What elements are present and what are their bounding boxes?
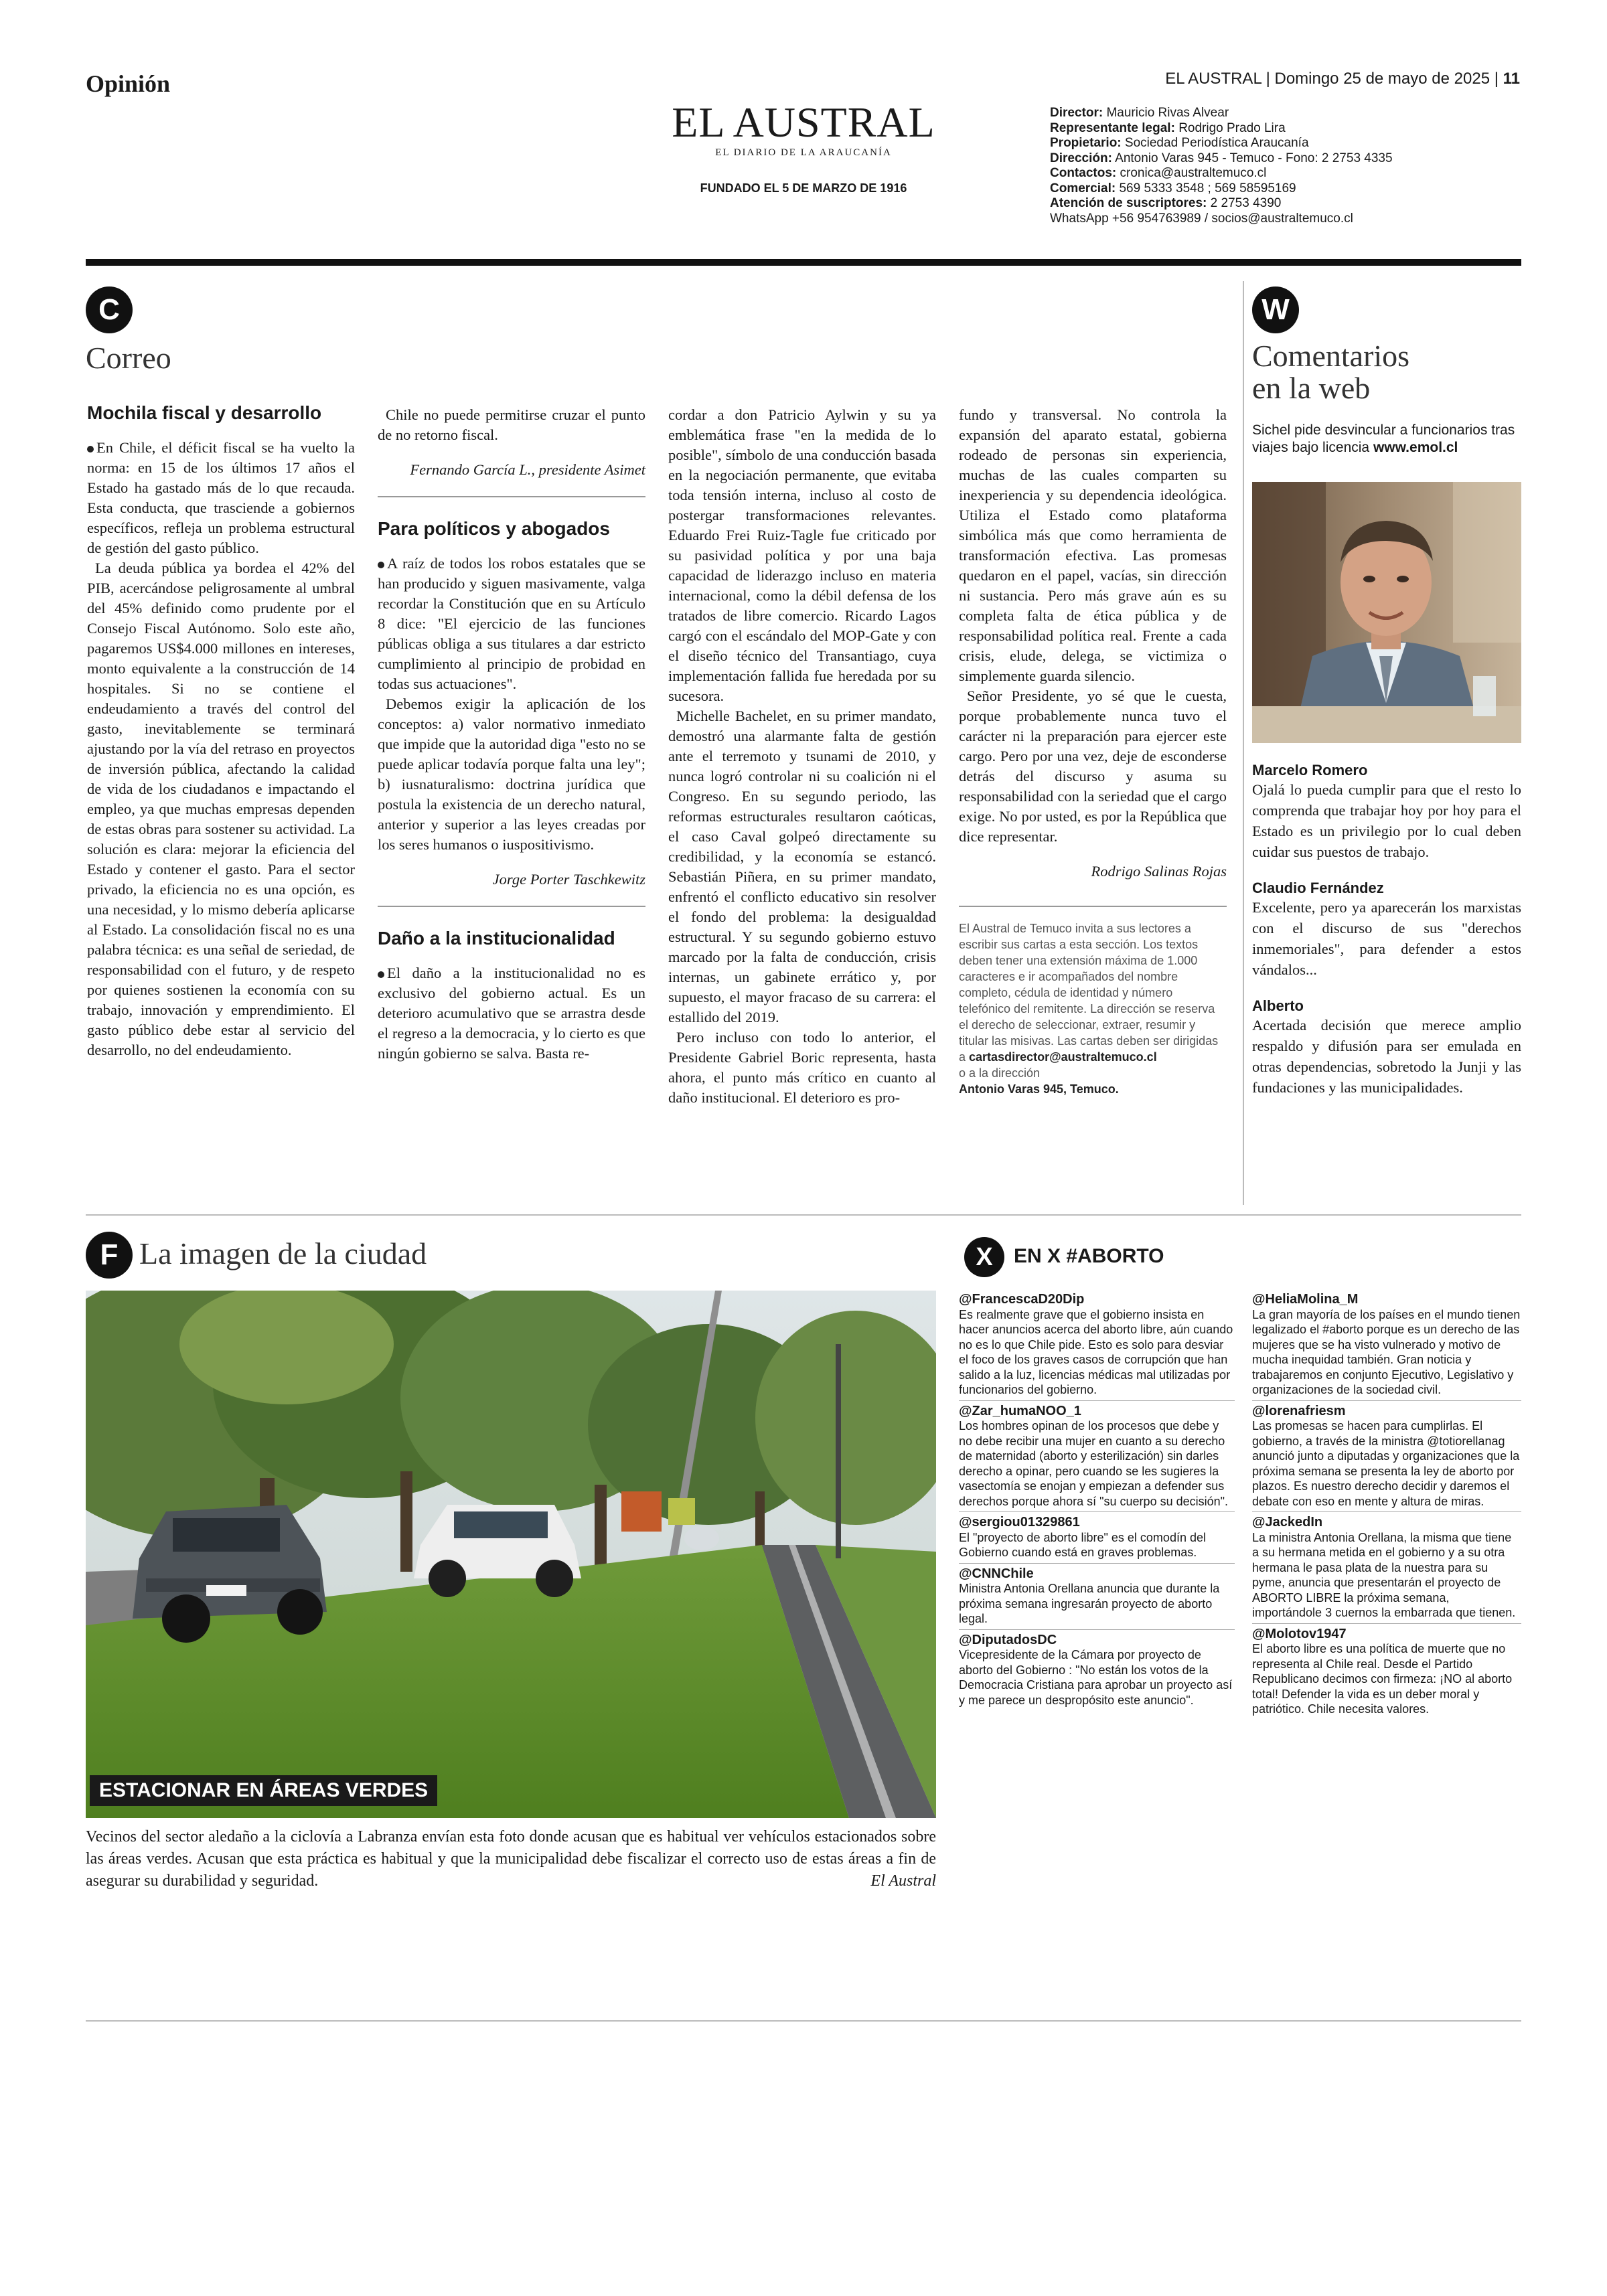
parked-cars-on-grass-photo xyxy=(86,1291,936,1818)
info-value: Antonio Varas 945 - Temuco - Fono: 2 2753 4335 xyxy=(1115,151,1393,165)
x-separator xyxy=(959,1511,1235,1512)
info-value: WhatsApp +56 954763989 / socios@australtemuco.cl xyxy=(1050,211,1353,226)
x-separator xyxy=(959,1563,1235,1564)
invite-text: El Austral de Temuco invita a sus lectores a escribir sus cartas a esta sección. Los textos deben tener una extensión máxima de 1.000 caracteres e ir acompañados del nombre completo, cédula de identidad y número telefónico del remitente. La dirección se reserva el derecho de seleccionar, extraer, resumir y titular las misivas. Las cartas deben ser dirigidas a xyxy=(959,922,1219,1064)
masthead-founded: FUNDADO EL 5 DE MARZO DE 1916 xyxy=(700,181,907,195)
comment xyxy=(1252,880,1521,980)
x-handle[interactable]: @HeliaMolina_M xyxy=(1252,1292,1359,1307)
x-separator xyxy=(1252,1623,1521,1624)
column-divider xyxy=(1243,281,1244,1205)
invite-email[interactable]: cartasdirector@australtemuco.cl xyxy=(969,1050,1157,1064)
comment-author: Claudio Fernández xyxy=(1252,880,1384,896)
x-post xyxy=(959,1566,1235,1627)
x-post xyxy=(959,1633,1235,1708)
info-row xyxy=(1050,121,1532,137)
x-post xyxy=(959,1292,1235,1398)
letter-paragraph: La deuda pública ya bordea el 42% del PIB, acercándose peligrosamente al umbral del 45% definido como prudente por el Consejo Fiscal Autónomo. Solo este año, pagaremos US$4.000 millones en intereses, monto equivalente a la construcción de 14 hospitales. Si no se contiene el endeudamiento a través del control del gasto, inevitablemente se terminará ajustando por la vía del retraso en proyectos de inversión pública, afectando la calidad de vida de los ciudadanos e impactando el empleo, ya que muchas empresas dependen de estas obras para sostener su actividad. La solución es clara: mejorar la eficiencia del Estado y contener el gasto. Para el sector privado, la eficiencia no es una opción, es una necesidad, y lo mismo debería aplicarse al Estado. La consolidación fiscal no es una palabra técnica: es una señal de seriedad, de responsabilidad con el futuro, y de respeto por quienes sostienen la economía con su trabajo, innovación y emprendimiento. El gasto público debe estar al servicio del desarrollo, no del endeudamiento. xyxy=(87,560,355,1058)
section-label: Opinión xyxy=(86,70,171,97)
x-text: Las promesas se hacen para cumplirlas. El gobierno, a través de la ministra @totiorellanag anunció junto a diputadas y organizaciones que la próxima semana se presenta la ley de aborto por plazos. Es nuestro derecho decidir y daremos el debate con eso en mente y altura de miras. xyxy=(1252,1419,1520,1508)
info-row xyxy=(1050,166,1532,181)
letter-paragraph: Pero incluso con todo lo anterior, el Presidente Gabriel Boric representa, hasta ahora, el punto más crítico en cuanto al daño institucional. El deterioro es pro- xyxy=(668,1029,936,1106)
city-badge: F xyxy=(86,1232,133,1279)
letter-paragraph xyxy=(378,554,645,694)
letter-paragraph: Debemos exigir la aplicación de los conceptos: a) valor normativo inmediato que impide que la autoridad diga "esto no se puede aplicar todavía porque falta una ley"; b) iusnaturalismo: doctrina jurídica que postula la existencia de un derecho natural, anterior y superior a las leyes creadas por los seres humanos o iuspositivismo. xyxy=(378,695,645,853)
x-text: La ministra Antonia Orellana, la misma que tiene a su hermana metida en el gobierno y a su otra hermana le pasa plata de la nuestra para su pyme, anuncia que presentarán el proyecto de ABORTO LIBRE la próxima semana, importándole 3 cuernos la embarrada que tienen. xyxy=(1252,1530,1516,1619)
x-handle[interactable]: @sergiou01329861 xyxy=(959,1515,1080,1530)
x-text: La gran mayoría de los países en el mundo tienen legalizado el #aborto porque es un derecho de las mujeres que se ha visto vulnerado y motivo de mucha inequidad también. Gran noticia y trabajaremos en conjunto Ejecutivo, Legislativo y organizaciones de la sociedad civil. xyxy=(1252,1307,1521,1396)
info-row xyxy=(1050,106,1532,121)
x-handle[interactable]: @FrancescaD20Dip xyxy=(959,1292,1085,1307)
x-text: El aborto libre es una política de muerte que no representa al Chile real. Desde el Partido Republicano decimos con firmeza: ¡NO al aborto total! Defender la vida es un deber moral y patriótico. Chile necesita valores. xyxy=(1252,1642,1513,1716)
web-title xyxy=(1252,340,1409,404)
info-label: Director: xyxy=(1050,106,1103,120)
dateline xyxy=(1165,70,1520,88)
web-comments xyxy=(1252,762,1521,1098)
comment-author: Marcelo Romero xyxy=(1252,762,1368,778)
x-text: Ministra Antonia Orellana anuncia que durante la próxima semana ingresarán proyecto de aborto legal. xyxy=(959,1582,1220,1625)
x-text: Los hombres opinan de los procesos que debe y no debe recibir una mujer en cuanto a su derecho de maternidad (aborto y esterilización) sin darles derecho a opinar, pero cuando se les sugieres la vasectomía se enojan y empiezan a defender sus derechos porque ahora sí "su cuerpo su decisión". xyxy=(959,1419,1229,1508)
x-handle[interactable]: @Zar_humaNOO_1 xyxy=(959,1403,1081,1418)
comment xyxy=(1252,997,1521,1098)
x-post xyxy=(1252,1292,1521,1398)
info-label: Representante legal: xyxy=(1050,120,1175,135)
city-title: La imagen de la ciudad xyxy=(139,1236,427,1270)
bullet-icon xyxy=(87,446,94,453)
letter-title: Daño a la institucionalidad xyxy=(378,928,615,949)
invite-box xyxy=(959,920,1227,1097)
masthead-tagline: EL DIARIO DE LA ARAUCANÍA xyxy=(715,147,892,158)
info-value: cronica@australtemuco.cl xyxy=(1120,166,1267,180)
letter-signature: Rodrigo Salinas Rojas xyxy=(1091,863,1227,880)
x-separator xyxy=(959,1400,1235,1401)
letter-signature: Fernando García L., presidente Asimet xyxy=(410,461,645,478)
info-label: Dirección: xyxy=(1050,151,1112,165)
x-column-2 xyxy=(1252,1292,1521,1720)
x-post xyxy=(959,1404,1235,1509)
comment-author: Alberto xyxy=(1252,997,1304,1014)
web-lede-site[interactable]: www.emol.cl xyxy=(1373,440,1458,455)
x-handle[interactable]: @lorenafriesm xyxy=(1252,1403,1346,1418)
info-value: Rodrigo Prado Lira xyxy=(1178,120,1286,135)
x-text: El "proyecto de aborto libre" es el comodín del Gobierno cuando está en graves problemas. xyxy=(959,1530,1206,1559)
info-value: 569 5333 3548 ; 569 58595169 xyxy=(1119,181,1296,195)
letters-column-2 xyxy=(378,405,645,1064)
masthead xyxy=(670,100,937,195)
x-handle[interactable]: @CNNChile xyxy=(959,1566,1034,1581)
letters-column-3 xyxy=(668,405,936,1108)
letter-paragraph xyxy=(87,438,355,558)
masthead-name: EL AUSTRAL xyxy=(672,98,935,146)
masthead-info xyxy=(1050,106,1532,226)
city-photo-label: ESTACIONAR EN ÁREAS VERDES xyxy=(90,1775,437,1806)
letter-paragraph: Chile no puede permitirse cruzar el punto de no retorno fiscal. xyxy=(378,406,645,443)
web-lede-text: Sichel pide desvincular a funcionarios tras viajes bajo licencia xyxy=(1252,422,1515,455)
web-title-line: en la web xyxy=(1252,371,1371,405)
web-lede xyxy=(1252,422,1521,457)
letter-paragraph: Señor Presidente, yo sé que le cuesta, porque probablemente nunca tuvo el carácter ni la preparación para ejercer este cargo. Pero por una vez, deje de esconderse detrás del discurso y asuma su responsabilidad con la seriedad que el cargo exige. No por usted, es por la República que dice representar. xyxy=(959,687,1227,845)
letter-divider xyxy=(378,906,645,907)
page-number: 11 xyxy=(1503,70,1520,88)
x-post xyxy=(1252,1404,1521,1509)
x-handle[interactable]: @JackedIn xyxy=(1252,1515,1323,1530)
web-badge: W xyxy=(1252,286,1299,333)
x-separator xyxy=(1252,1400,1521,1401)
dateline-paper: EL AUSTRAL xyxy=(1165,70,1261,88)
x-title: EN X #ABORTO xyxy=(1014,1245,1164,1267)
dateline-sep2: | xyxy=(1494,70,1503,88)
letter-divider xyxy=(378,496,645,497)
info-value: Mauricio Rivas Alvear xyxy=(1106,106,1229,120)
letter-text: A raíz de todos los robos estatales que se han producido y siguen masivamente, valga recordar la Constitución que en su Artículo 8 dice: "El ejercicio de las funciones públicas obliga a sus titulares a dar estricto cumplimiento al principio de probidad en todas sus actuaciones". xyxy=(378,555,645,692)
x-post xyxy=(1252,1515,1521,1621)
correo-badge: C xyxy=(86,286,133,333)
info-row xyxy=(1050,151,1532,167)
x-column-1 xyxy=(959,1292,1235,1710)
x-text: Es realmente grave que el gobierno insista en hacer anuncios acerca del aborto libre, aún cuando no es lo que Chile pide. Esto es solo para desviar el foco de los graves casos de corrupción que han salido a la luz, licencias médicas mal utilizadas por funcionarios del gobierno. xyxy=(959,1307,1233,1396)
invite-address: Antonio Varas 945, Temuco. xyxy=(959,1082,1119,1096)
letter-paragraph: cordar a don Patricio Aylwin y su ya emblemática frase "en la medida de lo posible", símbolo de una conducción basada en la negociación permanente, que evitaba toda tensión interna, incluso al costo de postergar transformaciones relevantes. Eduardo Frei Ruiz-Tagle fue criticado por su pasividad política y por una baja capacidad de liderazgo incluso en materia internacional, como la débil defensa de los tratados de libre comercio. Ricardo Lagos cargó con el escándalo del MOP-Gate y con el diseño técnico del Transantiago, cuya implementación fallida fue heredada por su sucesora. xyxy=(668,406,936,704)
comment-text: Acertada decisión que merece amplio respaldo y difusión para ser emulada en otras dependencias, sobretodo la Junji y las fundaciones y las municipalidades. xyxy=(1252,1017,1521,1096)
web-photo xyxy=(1252,482,1521,743)
header-rule xyxy=(86,259,1521,266)
x-badge: X xyxy=(964,1237,1004,1277)
x-post xyxy=(959,1515,1235,1560)
info-label: Contactos: xyxy=(1050,166,1117,180)
letter-text: El daño a la institucionalidad no es exclusivo del gobierno actual. Es un deterioro acumulativo que se arrastra desde el regreso a la democracia, y lo cierto es que ningún gobierno se salva. Basta re- xyxy=(378,965,645,1062)
bullet-icon xyxy=(378,971,384,978)
x-handle[interactable]: @DiputadosDC xyxy=(959,1632,1057,1647)
web-title-line: Comentarios xyxy=(1252,339,1410,373)
x-post xyxy=(1252,1627,1521,1717)
info-label: Comercial: xyxy=(1050,181,1116,195)
city-credit: El Austral xyxy=(870,1872,936,1890)
info-value: Sociedad Periodística Araucanía xyxy=(1124,136,1309,150)
dateline-date: Domingo 25 de mayo de 2025 xyxy=(1274,70,1490,88)
x-handle[interactable]: @Molotov1947 xyxy=(1252,1626,1347,1641)
invite-or: o a la dirección xyxy=(959,1066,1041,1080)
man-portrait-photo xyxy=(1252,482,1521,743)
city-photo xyxy=(86,1291,936,1818)
city-caption-text: Vecinos del sector aledaño a la ciclovía a Labranza envían esta foto donde acusan que es habitual ver vehículos estacionados sobre las áreas verdes. Acusan que esta práctica es habitual y que la municipalidad debe fiscalizar el correcto uso de estas áreas a fin de asegurar su durabilidad y seguridad. xyxy=(86,1828,936,1890)
letters-column-4 xyxy=(959,405,1227,1097)
bottom-rule xyxy=(86,2020,1521,2022)
info-label: Propietario: xyxy=(1050,136,1122,150)
x-separator xyxy=(1252,1511,1521,1512)
letter-text: En Chile, el déficit fiscal se ha vuelto la norma: en 15 de los últimos 17 años el Estado ha gastado más de lo que recauda. Esta conducta, que trasciende a gobiernos específicos, refleja un problema estructural de gestión del gasto público. xyxy=(87,439,355,556)
comment-text: Ojalá lo pueda cumplir para que el resto lo comprenda que trabajar hoy por hoy para el Estado es un privilegio por lo cual deben cuidar sus puestos de trabajo. xyxy=(1252,781,1521,860)
letter-title: Mochila fiscal y desarrollo xyxy=(87,402,322,423)
letter-signature: Jorge Porter Taschkewitz xyxy=(492,871,645,888)
letter-title: Para políticos y abogados xyxy=(378,518,610,539)
info-row xyxy=(1050,212,1532,227)
letter-divider xyxy=(959,906,1227,907)
info-row xyxy=(1050,196,1532,212)
info-row xyxy=(1050,181,1532,197)
correo-title: Correo xyxy=(86,341,171,375)
letter-paragraph: Michelle Bachelet, en su primer mandato, demostró una alarmante falta de gestión ante el terremoto y tsunami de 2010, y nunca logró controlar ni su coalición ni el Congreso. En su segundo periodo, las reformas estructurales resultaron caóticas, el caso Caval golpeó directamente su credibilidad, y la economía se estancó. Sebastián Piñera, en su primer mandato, enfrentó el conflicto educativo sin resolver el fondo del problema: la desigualdad estructural. Y su segundo gobierno estuvo marcado por la falta de conducción, crisis internas, un gabinete errático y, por supuesto, el mayor fracaso de su carrera: el estallido del 2019. xyxy=(668,708,936,1026)
letter-paragraph xyxy=(378,963,645,1064)
bullet-icon xyxy=(378,562,384,568)
x-text: Vicepresidente de la Cámara por proyecto de aborto del Gobierno : "No están los votos de la Democracia Cristiana para aprobar un proyecto así y me parece un despropósito este anuncio". xyxy=(959,1648,1233,1707)
comment-text: Excelente, pero ya aparecerán los marxistas con el discurso de sus "derechos inmemoriales", para defender a estos vándalos... xyxy=(1252,899,1521,978)
info-value: 2 2753 4390 xyxy=(1210,196,1282,210)
letters-column-1 xyxy=(87,402,355,1060)
info-label: Atención de suscriptores: xyxy=(1050,196,1207,210)
comment xyxy=(1252,762,1521,862)
x-separator xyxy=(959,1629,1235,1630)
city-caption xyxy=(86,1826,936,1892)
info-row xyxy=(1050,136,1532,151)
section-rule xyxy=(86,1214,1521,1216)
dateline-sep: | xyxy=(1266,70,1275,88)
letter-paragraph: fundo y transversal. No controla la expansión del aparato estatal, gobierna rodeado de personas sin experiencia, muchas de las cuales comparten su inexperiencia y su dependencia ideológica. Utiliza el Estado como plataforma simbólica más que como herramienta de transformación efectiva. Las promesas quedaron en el papel, vacías, sin dirección ni sustancia. Pero más grave aún es su completa falta de ética pública y de responsabilidad política real. Frente a cada crisis, elude, delega, se victimiza o simplemente guarda silencio. xyxy=(959,406,1227,684)
